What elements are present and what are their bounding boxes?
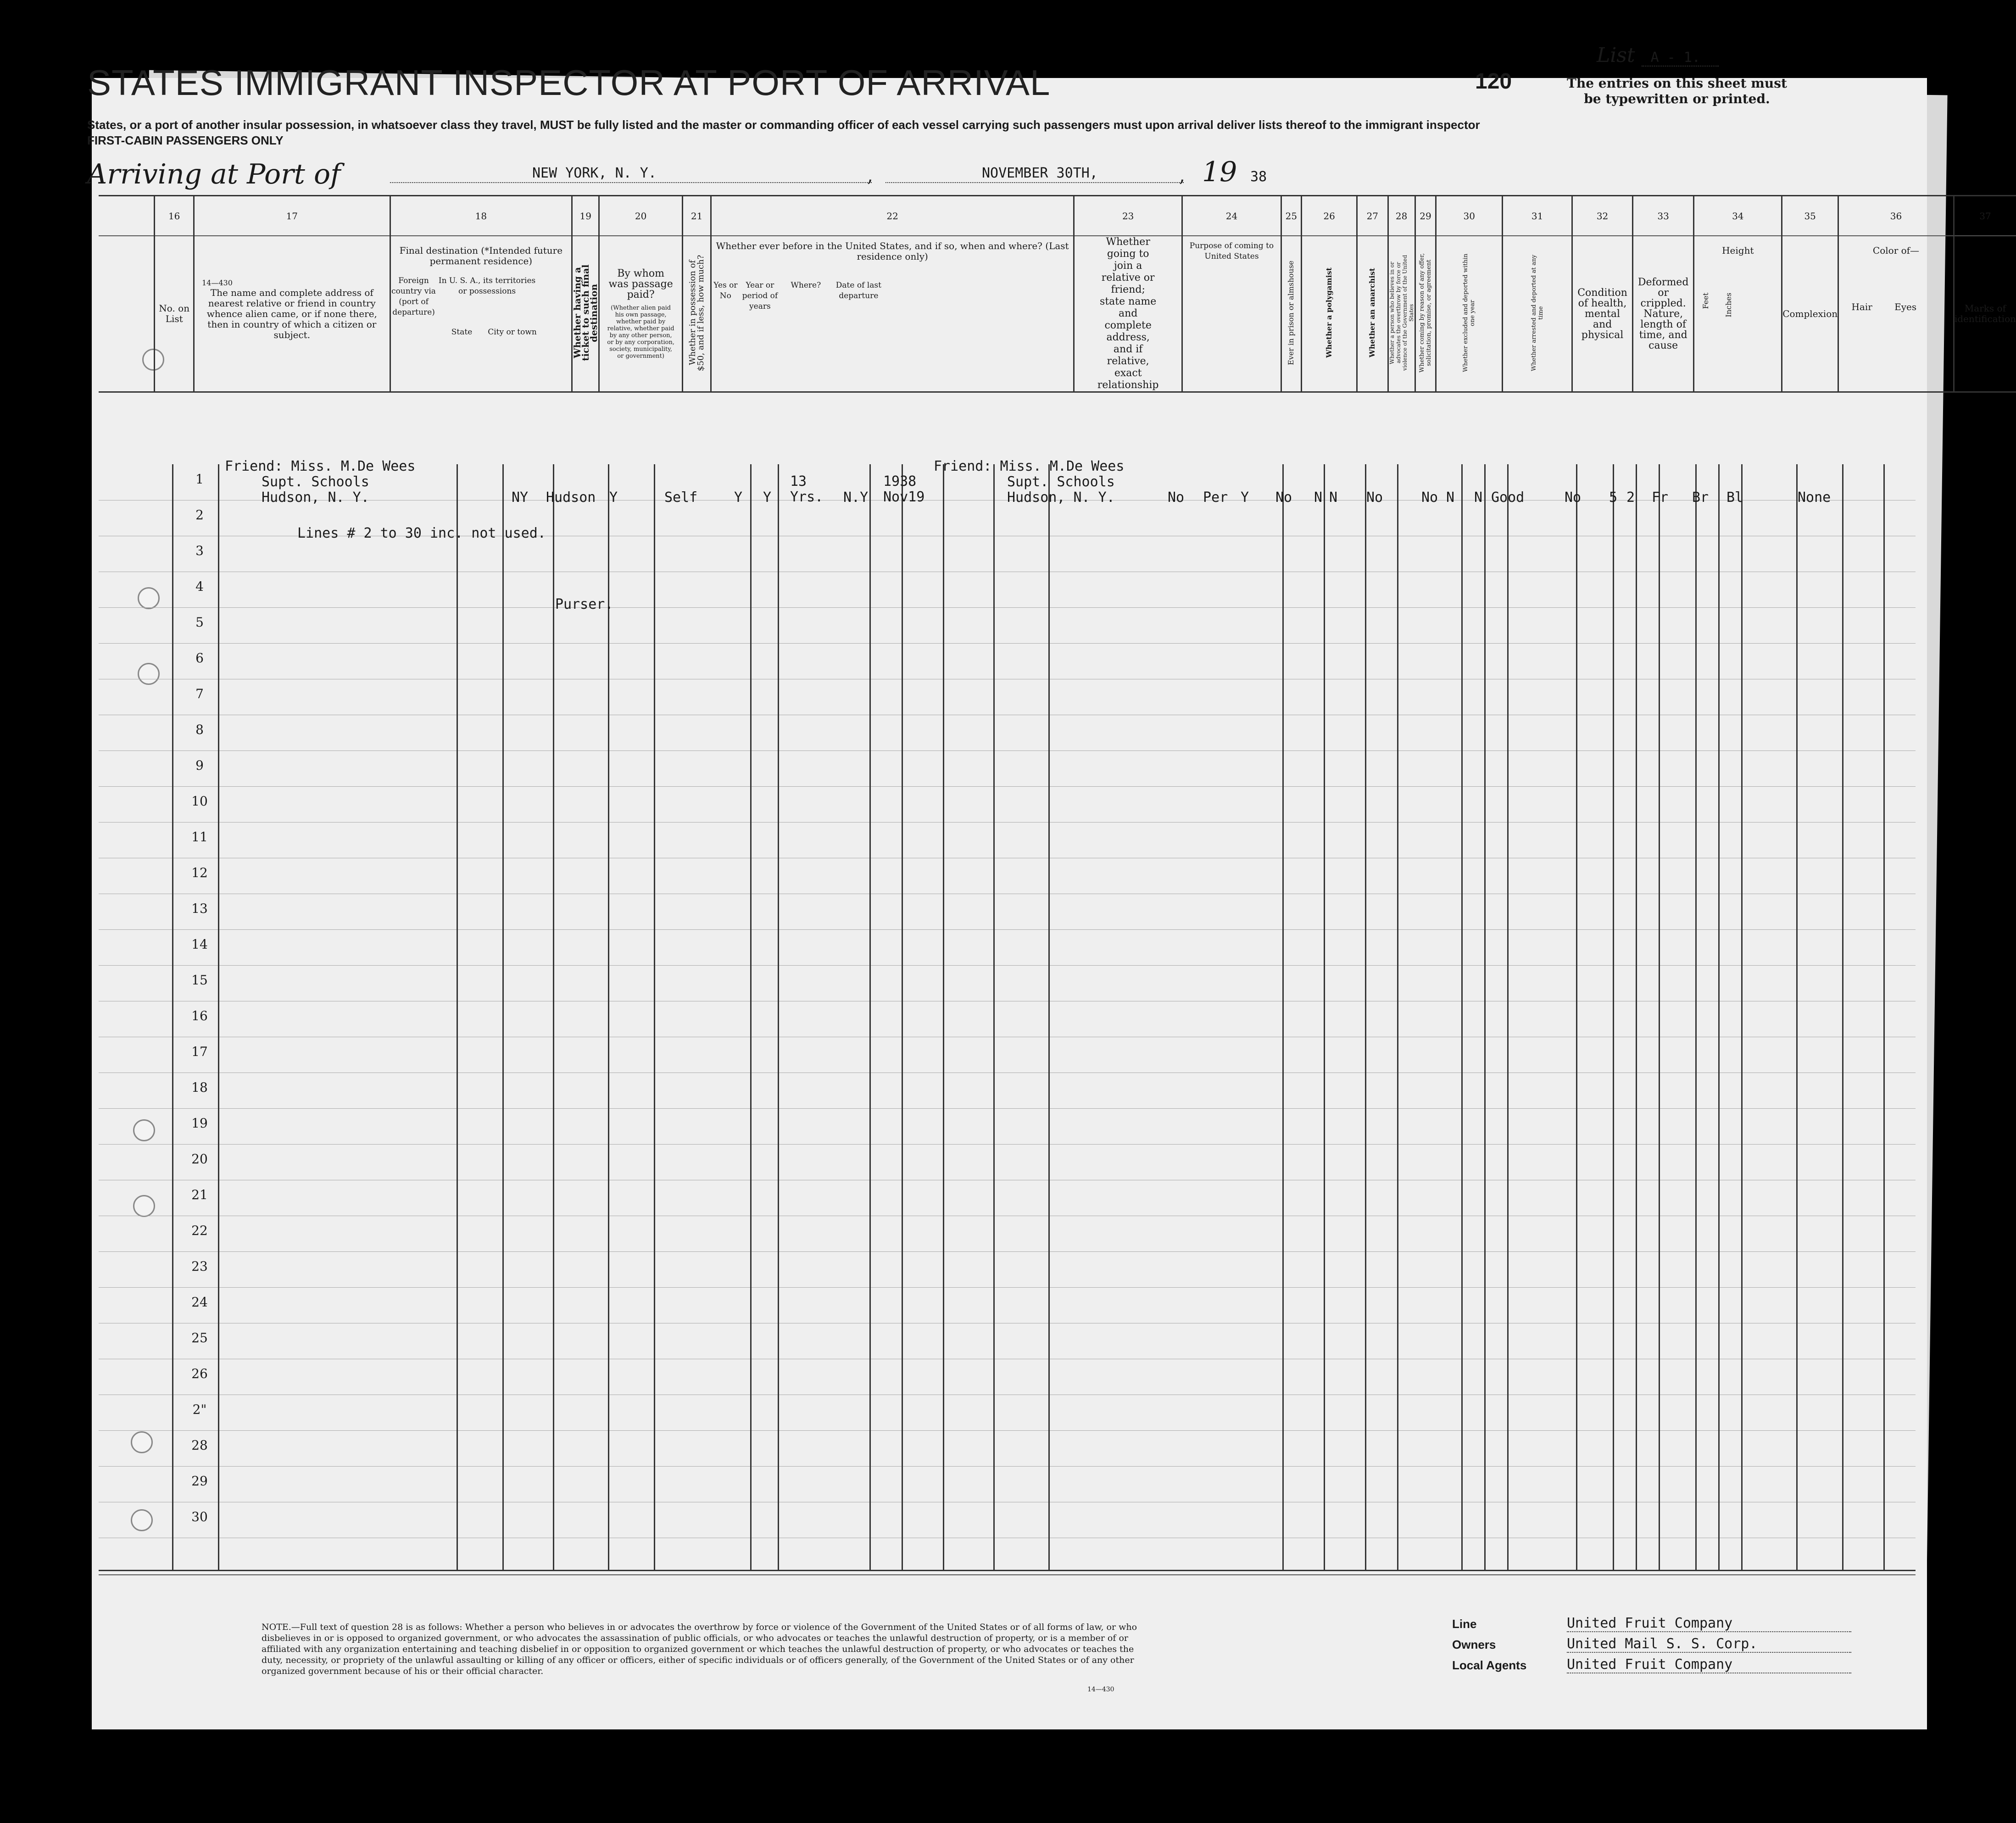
table-row	[99, 1430, 1916, 1467]
col-header: No. on List	[155, 236, 194, 392]
column-rule	[902, 464, 903, 1570]
col-header	[1436, 236, 1503, 392]
prison-value: No	[1275, 489, 1292, 506]
column-rule	[1613, 464, 1614, 1570]
col-num: 27	[1357, 196, 1388, 236]
row-number: 10	[191, 794, 208, 809]
col-num: 33	[1632, 196, 1694, 236]
table-row	[99, 929, 1916, 966]
column-rule	[553, 464, 554, 1570]
foreign-country-label: Foreign country via (port of departure)	[391, 276, 436, 317]
deformed-value: No	[1565, 489, 1582, 506]
table-row	[99, 572, 1916, 608]
before-label: Whether ever before in the United States, and if so, when and where? (Last residence only)	[716, 240, 1069, 262]
excluded-value: N	[1446, 489, 1455, 506]
agents-label: Local Agents	[1452, 1658, 1527, 1672]
column-rule	[943, 464, 944, 1570]
paid-value: Self	[664, 489, 698, 506]
column-rule	[608, 464, 609, 1570]
col-header	[711, 236, 1074, 392]
column-rule	[218, 464, 219, 1570]
table-row	[99, 1323, 1916, 1359]
years-line: 13	[790, 473, 807, 489]
col-header: Whether going to join a relative or friend; state name and complete address, and if relative, exact relationship	[1074, 236, 1182, 392]
row-number: 5	[195, 615, 204, 630]
row-number: 18	[191, 1080, 208, 1095]
date-last-label: Date of last departure	[835, 281, 881, 300]
line-info	[1452, 1617, 1865, 1679]
before-value: Y	[763, 489, 772, 506]
excluded-label: Whether excluded and deported within one year	[1462, 253, 1476, 372]
table-row	[99, 1359, 1916, 1395]
years-value	[790, 474, 823, 505]
col-num: 17	[194, 196, 390, 236]
comma: ,	[867, 165, 873, 186]
col-num: 30	[1436, 196, 1503, 236]
col-num: 35	[1782, 196, 1838, 236]
eyes-value: Bl	[1726, 489, 1743, 506]
table-row	[99, 1287, 1916, 1323]
column-rule	[172, 464, 173, 1570]
money-value: Y	[734, 489, 743, 506]
row-number: 1	[195, 472, 204, 487]
table-row	[99, 965, 1916, 1001]
line-row	[1452, 1617, 1865, 1638]
hair-label: Hair	[1851, 301, 1872, 312]
height-label: Height	[1722, 245, 1754, 256]
col-num: 29	[1415, 196, 1436, 236]
col-header	[390, 236, 572, 392]
line-label: Line	[1452, 1617, 1477, 1631]
column-rule	[1659, 464, 1660, 1570]
column-rule	[1507, 464, 1509, 1570]
col-header	[1302, 236, 1357, 392]
port-value: NEW YORK, N. Y.	[532, 165, 657, 181]
col-header: Purpose of coming to United States	[1182, 236, 1281, 392]
final-destination-label: Final destination (*Intended future permanent residence)	[399, 245, 563, 267]
table-row	[99, 1502, 1916, 1538]
table-row	[99, 643, 1916, 679]
col-num: 37	[1954, 196, 2016, 236]
instructions-text	[87, 117, 1578, 148]
column-rule	[750, 464, 752, 1570]
hair-value: Br	[1692, 489, 1709, 506]
page-title: STATES IMMIGRANT INSPECTOR AT PORT OF ARRIVAL	[87, 62, 1051, 103]
col-header	[682, 236, 711, 392]
column-rule	[869, 464, 871, 1570]
arriving-label: Arriving at Port of	[87, 158, 341, 190]
row-number: 2"	[192, 1402, 207, 1417]
owners-value: United Mail S. S. Corp.	[1567, 1636, 1851, 1653]
column-header-table	[99, 195, 2016, 393]
col-header	[572, 236, 599, 392]
col-num: 24	[1182, 196, 1281, 236]
row-number: 9	[195, 758, 204, 773]
table-row	[99, 1144, 1916, 1180]
row-number: 28	[191, 1438, 208, 1453]
table-row	[99, 1395, 1916, 1431]
row-number: 8	[195, 722, 204, 737]
page-stamp: 120	[1475, 69, 1512, 94]
row-number: 6	[195, 650, 204, 666]
table-row	[99, 607, 1916, 644]
feet-label: Feet	[1701, 293, 1710, 309]
column-rule	[1842, 464, 1843, 1570]
overthrow-label: Whether a person who believes in or advocates the overthrow by force or violence of the Government of the United States	[1388, 255, 1415, 371]
col-header	[1388, 236, 1415, 392]
inches-label: Inches	[1724, 293, 1733, 317]
year-suffix: 38	[1250, 169, 1267, 185]
purpose-a: No	[1168, 489, 1185, 506]
entries-note: The entries on this sheet must be typewritten or printed.	[1567, 76, 1787, 106]
where-label: Where?	[791, 281, 821, 290]
list-number	[1597, 44, 1719, 67]
col-header	[599, 236, 682, 392]
table-row	[99, 679, 1916, 715]
col-num: 23	[1074, 196, 1182, 236]
column-rule	[993, 464, 995, 1570]
col-header	[1838, 236, 1954, 392]
paid-note: (Whether alien paid his own passage, whether paid by relative, whether paid by any other person, or by any corporation, society, municipality, or government)	[607, 304, 674, 360]
column-rule	[1484, 464, 1486, 1570]
relative-address	[225, 459, 415, 506]
col-num: 34	[1694, 196, 1782, 236]
row-number: 11	[191, 829, 208, 845]
row-number: 23	[191, 1259, 208, 1274]
offer-value: No	[1421, 489, 1438, 506]
column-rule	[1282, 464, 1284, 1570]
state-value: NY	[512, 489, 529, 506]
col-num: 26	[1302, 196, 1357, 236]
arrested-label: Whether arrested and deported at any time	[1530, 254, 1544, 371]
marks-value: None	[1798, 489, 1831, 506]
column-rule	[1324, 464, 1325, 1570]
column-rule	[457, 464, 458, 1570]
col-header: Marks of identification	[1954, 236, 2016, 392]
col-num: 28	[1388, 196, 1415, 236]
date-line: 1938	[883, 473, 917, 489]
col-header: Condition of health, mental and physical	[1572, 236, 1633, 392]
year-prefix: 19	[1202, 156, 1237, 188]
date-last-value	[883, 474, 924, 505]
col-header	[1694, 236, 1782, 392]
column-rule	[1718, 464, 1720, 1570]
city-value: Hudson	[546, 489, 596, 506]
row-number: 20	[191, 1151, 208, 1167]
money-label: Whether in possession of $50, and if less, how much?	[687, 254, 706, 371]
years-line: Yrs.	[790, 489, 824, 505]
col-header	[1281, 236, 1302, 392]
row-number: 14	[191, 937, 208, 952]
col-num: 22	[711, 196, 1074, 236]
purser-note: Purser.	[555, 596, 613, 612]
col-header	[1415, 236, 1436, 392]
owners-label: Owners	[1452, 1638, 1496, 1651]
row-number: 19	[191, 1116, 208, 1131]
where-value: N.Y	[843, 489, 869, 506]
table-row	[99, 715, 1916, 751]
agents-row	[1452, 1658, 1865, 1679]
column-rule	[1365, 464, 1366, 1570]
column-rule	[1695, 464, 1697, 1570]
polygamist-label: Whether a polygamist	[1325, 267, 1334, 358]
row-number: 16	[191, 1008, 208, 1023]
col-header: Deformed or crippled. Nature, length of time, and cause	[1632, 236, 1694, 392]
row-number: 4	[195, 579, 204, 594]
join-address	[934, 459, 1124, 506]
table-row	[99, 1216, 1916, 1252]
form-number: 14—430	[202, 278, 233, 287]
complexion-value: Fr	[1652, 489, 1669, 506]
row-number: 29	[191, 1473, 208, 1489]
date-value: NOVEMBER 30TH,	[982, 165, 1098, 181]
table-row	[99, 1180, 1916, 1216]
anarchist-value: N	[1329, 489, 1338, 506]
col-header: Complexion	[1782, 236, 1838, 392]
anarchist-label: Whether an anarchist	[1368, 267, 1377, 358]
row-number: 12	[191, 865, 208, 880]
table-row	[99, 1108, 1916, 1145]
table-row	[99, 1073, 1916, 1109]
ticket-label: Whether having a ticket to such final destination	[572, 264, 600, 361]
overthrow-value: No	[1366, 489, 1383, 506]
line-value: United Fruit Company	[1567, 1615, 1851, 1632]
arrested-value: N	[1474, 489, 1483, 506]
row-number: 24	[191, 1295, 208, 1310]
row-number: 25	[191, 1330, 208, 1345]
table-row	[99, 1037, 1916, 1073]
years-label: Year or period of years	[742, 281, 778, 311]
column-rule	[1796, 464, 1798, 1570]
table-row	[99, 822, 1916, 858]
column-rule	[1883, 464, 1885, 1570]
col-num: 19	[572, 196, 599, 236]
row-number: 13	[191, 901, 208, 916]
list-value: A - 1.	[1642, 50, 1719, 67]
col-header	[1503, 236, 1572, 392]
class-note: FIRST-CABIN PASSENGERS ONLY	[87, 133, 284, 147]
purpose-b: Per	[1203, 489, 1228, 506]
row-number: 15	[191, 973, 208, 988]
footer-form-number: 14—430	[1087, 1686, 1114, 1693]
column-rule	[1576, 464, 1577, 1570]
table-row	[99, 858, 1916, 894]
eyes-label: Eyes	[1894, 301, 1917, 312]
column-rule	[1461, 464, 1463, 1570]
feet-value: 5	[1609, 489, 1618, 506]
row-number: 3	[195, 543, 204, 558]
instructions-line: States, or a port of another insular possession, in whatsoever class they travel, MUST be fully listed and the master or commanding officer of each vessel carrying such passengers must upon arrival deliver lists thereof to the immigrant inspector	[87, 118, 1480, 132]
date-line	[885, 181, 1184, 183]
comma: ,	[1179, 165, 1185, 186]
row-number: 7	[195, 686, 204, 701]
table-row	[99, 1001, 1916, 1037]
color-label: Color of—	[1872, 245, 1920, 256]
col-header: The name and complete address of nearest relative or friend in country whence alien came, or if none there, then in country of which a citizen or subject.	[194, 236, 390, 392]
col-num: 31	[1503, 196, 1572, 236]
join-line: Hudson, N. Y.	[1007, 489, 1115, 506]
col-num: 25	[1281, 196, 1302, 236]
table-row	[99, 1466, 1916, 1502]
paid-label: By whom was passage paid?	[608, 267, 673, 300]
prison-label: Ever in prison or almshouse	[1286, 260, 1296, 365]
row-number: 22	[191, 1223, 208, 1238]
polygamist-value: N	[1314, 489, 1323, 506]
owners-row	[1452, 1638, 1865, 1658]
health-value: Good	[1491, 489, 1525, 506]
relative-line: Hudson, N. Y.	[262, 489, 369, 506]
row-number: 30	[191, 1509, 208, 1524]
usa-label: In U. S. A., its territories or possessions	[438, 276, 536, 296]
agents-value: United Fruit Company	[1567, 1656, 1851, 1673]
city-label: City or town	[488, 328, 537, 337]
date-line: Nov19	[883, 489, 925, 505]
table-row	[99, 1251, 1916, 1288]
table-row	[99, 894, 1916, 930]
offer-label: Whether coming by reason of any offer, solicitation, promise, or agreement	[1419, 253, 1433, 372]
column-rule	[1741, 464, 1743, 1570]
column-rule	[1397, 464, 1398, 1570]
row-number: 2	[195, 507, 204, 522]
ticket-value: Y	[609, 489, 618, 506]
col-num: 36	[1838, 196, 1954, 236]
relative-line: Supt. Schools	[262, 474, 369, 490]
column-rule	[1048, 464, 1050, 1570]
col-header	[1357, 236, 1388, 392]
table-row	[99, 750, 1916, 787]
footer-rule	[99, 1570, 1916, 1571]
column-rule	[1636, 464, 1637, 1570]
column-rule	[778, 464, 779, 1570]
col-num: 16	[155, 196, 194, 236]
row-number: 26	[191, 1366, 208, 1381]
join-line: Supt. Schools	[1007, 474, 1115, 490]
table-row	[99, 786, 1916, 823]
footer-rule	[99, 1574, 1916, 1575]
col-num: 18	[390, 196, 572, 236]
relative-line: Friend: Miss. M.De Wees	[225, 458, 416, 474]
col-num: 21	[682, 196, 711, 236]
port-line	[390, 181, 872, 183]
row-number: 21	[191, 1187, 208, 1202]
footnote: NOTE.—Full text of question 28 is as follows: Whether a person who believes in or advocates the overthrow by force or violence of the Government of the United States or of all forms of law, or who disbelieves in or is opposed to organized government, or who advocates the assassination of public officials, or who advocates or teaches the unlawful destruction of property, or is a member of or affiliated with any organization entertaining and teaching disbelief in or opposition to organized government or which teaches the unlawful destruction of property, or who advocates or teaches the duty, necessity, or propriety of the unlawful assaulting or killing of any officer or officers, either of specific individuals or of officers generally, of the Government of the United States or of any other organized government because of his or their official character.	[262, 1622, 1137, 1676]
inches-value: 2	[1626, 489, 1635, 506]
state-label: State	[451, 328, 473, 337]
column-rule	[502, 464, 504, 1570]
yes-no-label: Yes or No	[713, 281, 738, 300]
list-label: List	[1597, 44, 1635, 67]
purpose-c: Y	[1241, 489, 1249, 506]
row-number: 17	[191, 1044, 208, 1059]
col-num: 32	[1572, 196, 1633, 236]
column-rule	[654, 464, 655, 1570]
join-line: Friend: Miss. M.De Wees	[934, 458, 1125, 474]
col-num: 20	[599, 196, 682, 236]
unused-lines-note: Lines # 2 to 30 inc. not used.	[297, 525, 546, 541]
